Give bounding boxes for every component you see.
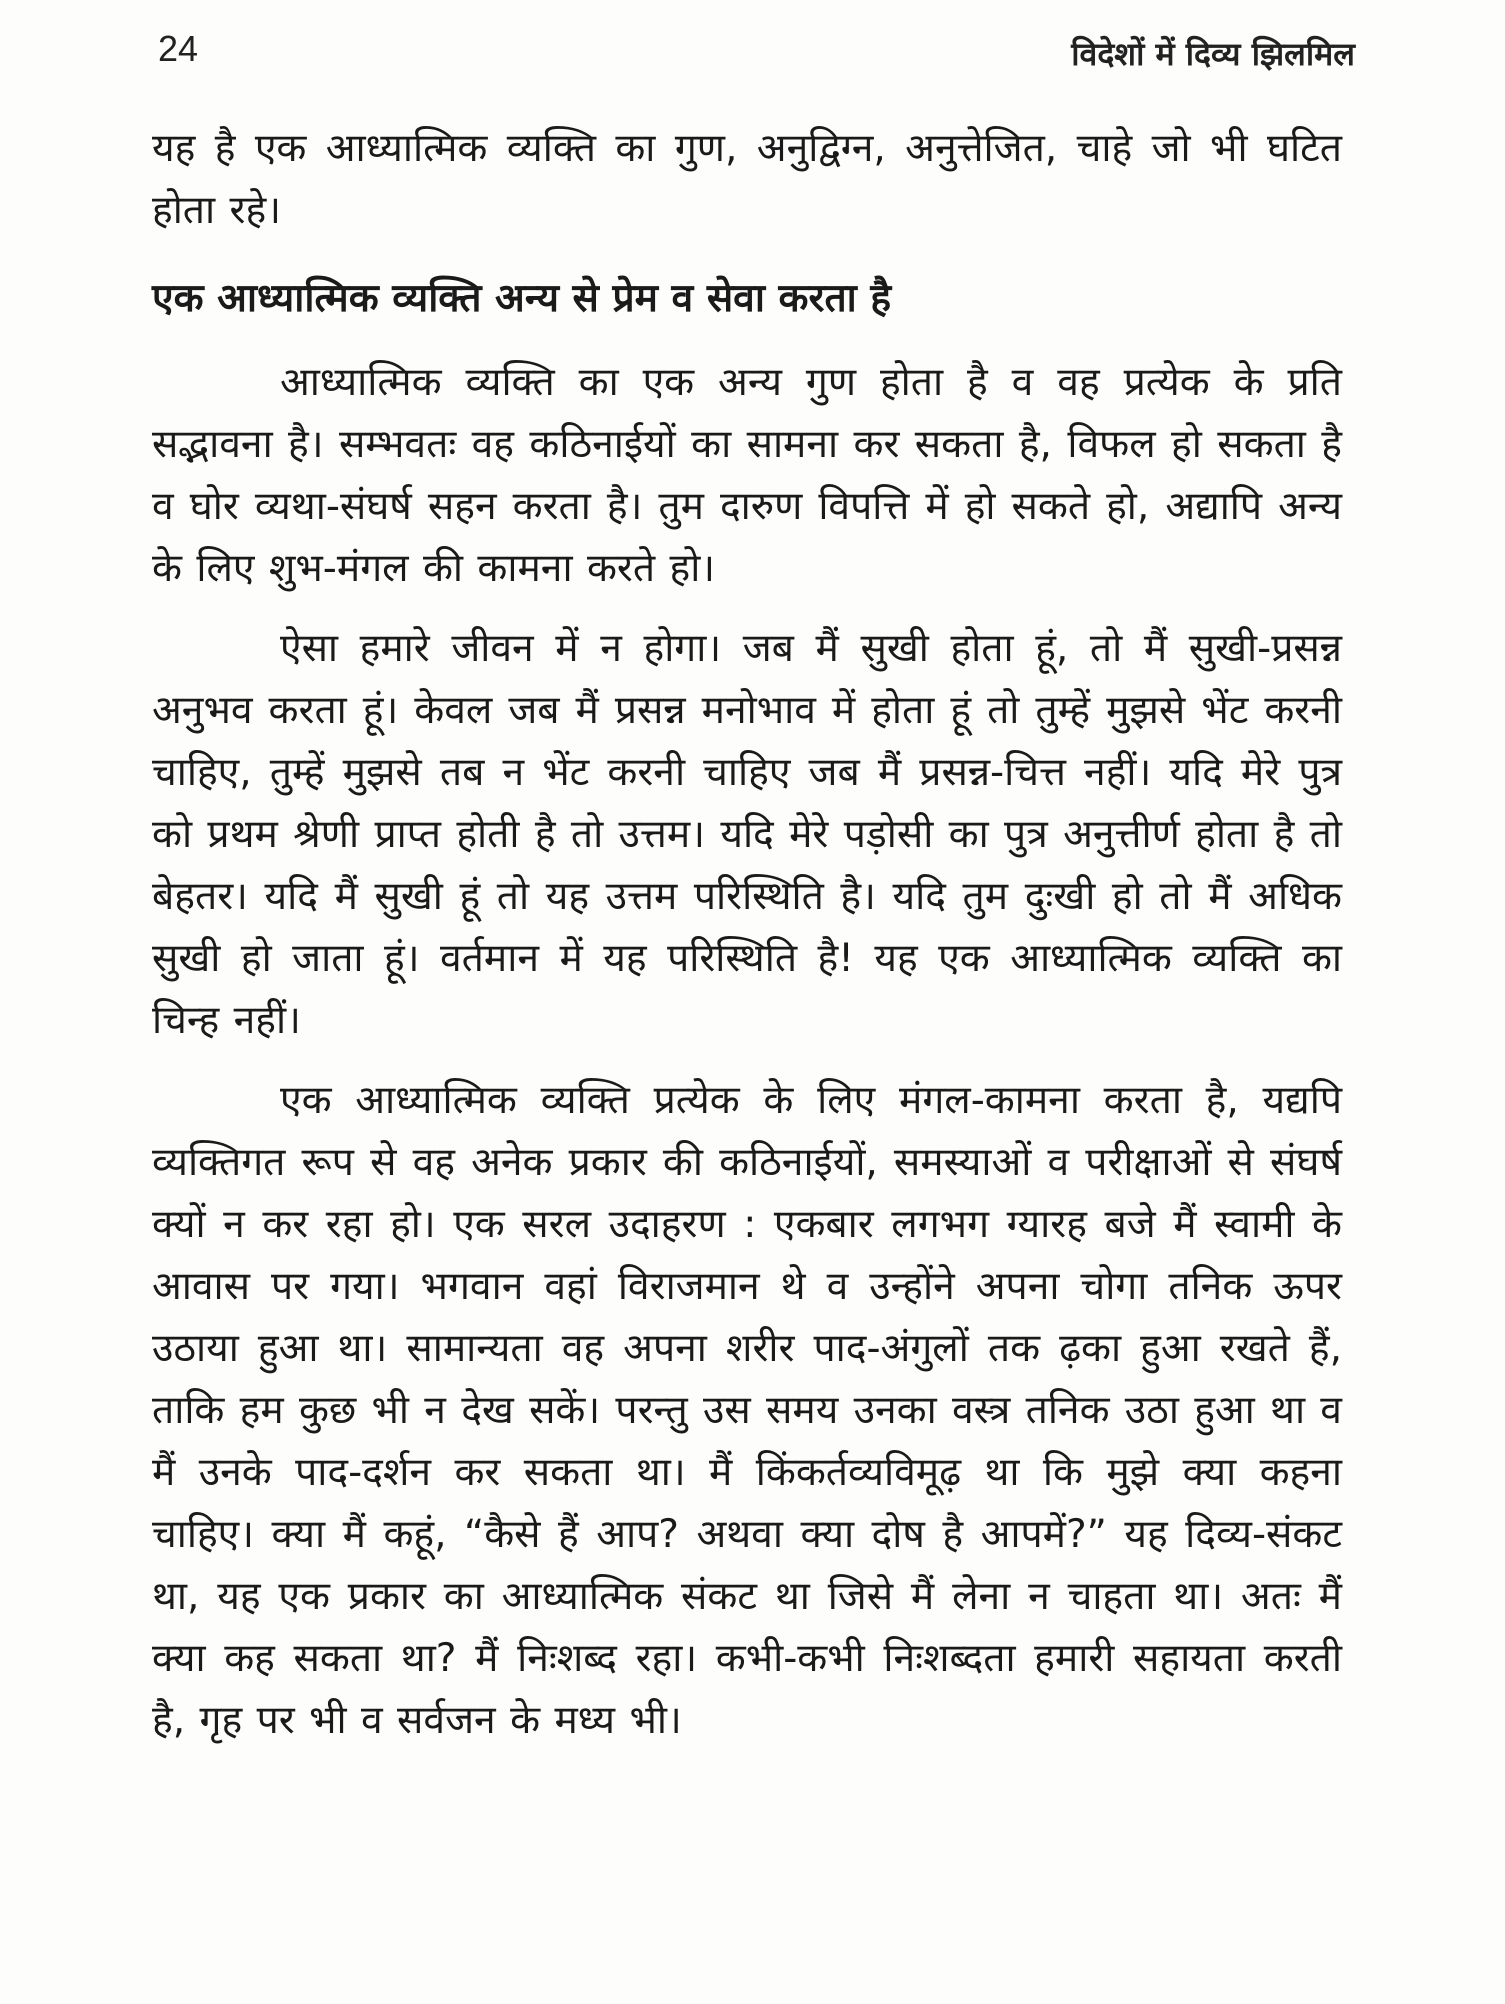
body-text <box>152 118 1342 1752</box>
paragraph-our-life: ऐसा हमारे जीवन में न होगा। जब मैं सुखी होता हूं, तो मैं सुखी-प्रसन्न अनुभव करता हूं। केवल जब मैं प्रसन्न मनोभाव में होता हूं तो तुम्हें मुझसे भेंट करनी चाहिए, तुम्हें मुझसे तब न भेंट करनी चाहिए जब मैं प्रसन्न-चित्त नहीं। यदि मेरे पुत्र को प्रथम श्रेणी प्राप्त होती है तो उत्तम। यदि मेरे पड़ोसी का पुत्र अनुत्तीर्ण होता है तो बेहतर। यदि मैं सुखी हूं तो यह उत्तम परिस्थिति है। यदि तुम दुःखी हो तो मैं अधिक सुखी हो जाता हूं। वर्तमान में यह परिस्थिति है! यह एक आध्यात्मिक व्यक्ति का चिन्ह नहीं। <box>152 626 1342 1043</box>
running-title: विदेशों में दिव्य झिलमिल <box>1071 35 1355 73</box>
paragraph-example: एक आध्यात्मिक व्यक्ति प्रत्येक के लिए मंगल-कामना करता है, यद्यपि व्यक्तिगत रूप से वह अनेक प्रकार की कठिनाईयों, समस्याओं व परीक्षाओं से संघर्ष क्यों न कर रहा हो। एक सरल उदाहरण : एकबार लगभग ग्यारह बजे मैं स्वामी के आवास पर गया। भगवान वहां विराजमान थे व उन्होंने अपना चोगा तनिक ऊपर उठाया हुआ था। सामान्यता वह अपना शरीर पाद-अंगुलों तक ढ़का हुआ रखते हैं, ताकि हम कुछ भी न देख सकें। परन्तु उस समय उनका वस्त्र तनिक उठा हुआ था व मैं उनके पाद-दर्शन कर सकता था। मैं किंकर्तव्यविमूढ़ था कि मुझे क्या कहना चाहिए। क्या मैं कहूं, “कैसे हैं आप? अथवा क्या दोष है आपमें?” यह दिव्य-संकट था, यह एक प्रकार का आध्यात्मिक संकट था जिसे मैं लेना न चाहता था। अतः मैं क्या कह सकता था? मैं निःशब्द रहा। कभी-कभी निःशब्दता हमारी सहायता करती है, गृह पर भी व सर्वजन के मध्य भी। <box>152 1078 1342 1743</box>
section-heading: एक आध्यात्मिक व्यक्ति अन्य से प्रेम व सेवा करता है <box>152 276 892 321</box>
intro-paragraph: यह है एक आध्यात्मिक व्यक्ति का गुण, अनुद्विग्न, अनुत्तेजित, चाहे जो भी घटित होता रहे। <box>152 126 1342 233</box>
paragraph-goodwill: आध्यात्मिक व्यक्ति का एक अन्य गुण होता है व वह प्रत्येक के प्रति सद्भावना है। सम्भवतः वह कठिनाईयों का सामना कर सकता है, विफल हो सकता है व घोर व्यथा-संघर्ष सहन करता है। तुम दारुण विपत्ति में हो सकते हो, अद्यापि अन्य के लिए शुभ-मंगल की कामना करते हो। <box>152 360 1342 591</box>
page-number: 24 <box>158 28 199 69</box>
